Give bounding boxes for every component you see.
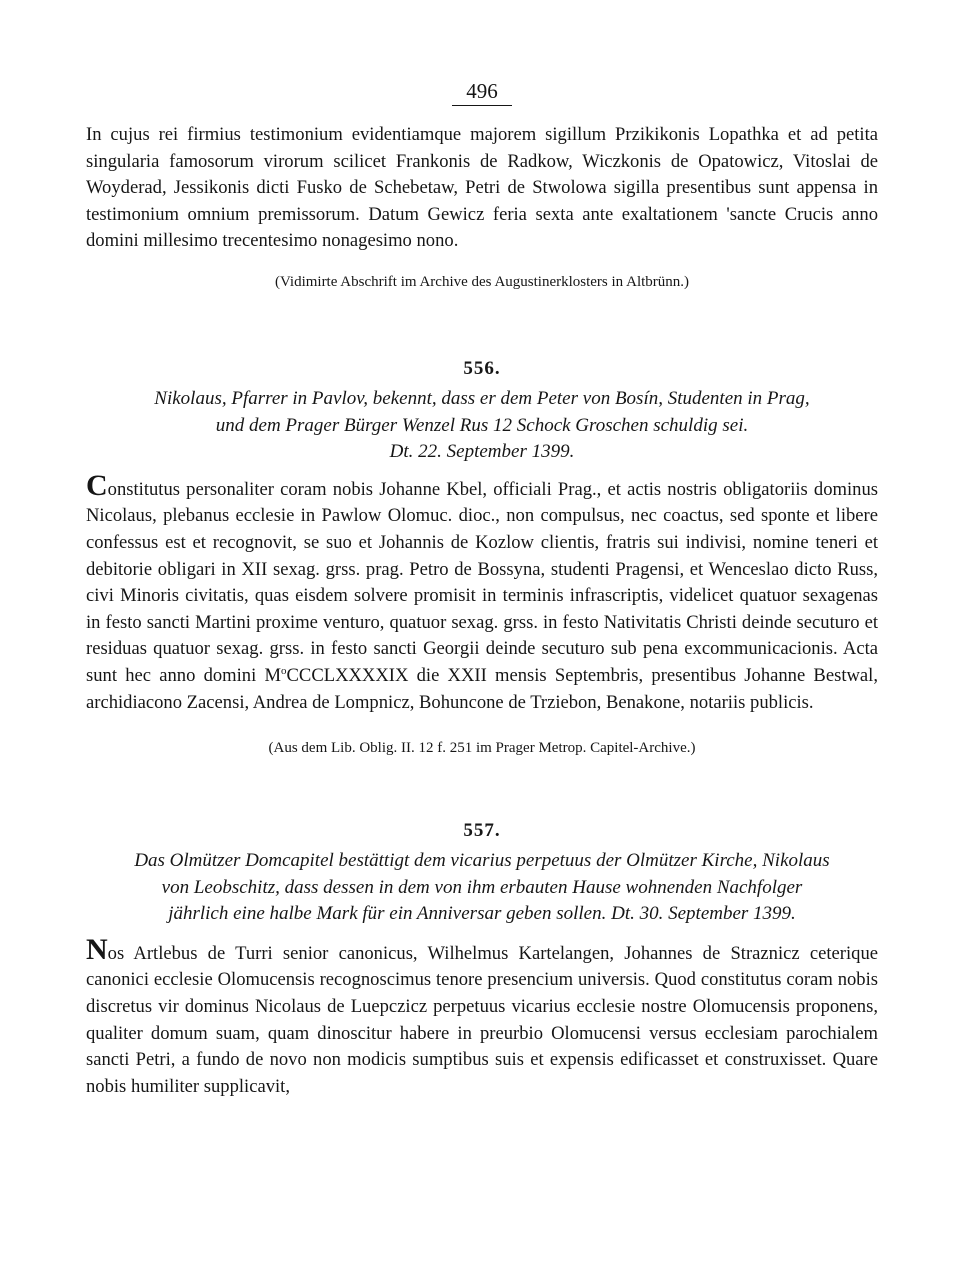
document-556-source-note: (Aus dem Lib. Oblig. II. 12 f. 251 im Prager Metrop. Capitel-Archive.)	[268, 740, 696, 757]
document-557-text	[86, 932, 878, 1101]
document-556-text-part-2: CCCLXXXXIX die XXII mensis Septembris, presentibus Johanne Bestwal, archidiacono Zacensi, Andrea de Lompnicz, Bohuncone de Trziebon, Benakone, notariis publicis.	[86, 664, 878, 713]
superscript: o	[281, 664, 287, 677]
document-number-556: 556.	[463, 357, 501, 379]
continuation-paragraph: In cujus rei firmius testimonium evidentiamque majorem sigillum Przikikonis Lopathka et ad petita singularia famosorum virorum scilicet Frankonis de Radkow, Wiczkonis de Opatowicz, Vitoslai de Woyderad, Jessikonis dicti Fusko de Schebetaw, Petri de Stwolowa sigilla presentibus sunt appensa in testimonium omnium premissorum. Datum Gewicz feria sexta ante exaltationem 'sancte Crucis anno domini millesimo trecentesimo nonagesimo nono.	[86, 124, 878, 252]
document-number-557: 557.	[463, 820, 501, 842]
regest-556-line-1: Nikolaus, Pfarrer in Pavlov, bekennt, dass er dem Peter von Bosín, Studenten in Prag,	[154, 387, 810, 409]
regest-557-line-2: von Leobschitz, dass dessen in dem von ihm erbauten Hause wohnenden Nachfolger	[161, 876, 803, 898]
regest-556	[86, 386, 878, 466]
regest-556-line-3: Dt. 22. September 1399.	[389, 441, 575, 463]
regest-557	[86, 848, 878, 928]
regest-556-line-2: und dem Prager Bürger Wenzel Rus 12 Schock Groschen schuldig sei.	[215, 414, 749, 436]
initial-letter: N	[86, 932, 108, 966]
page-number: 496	[86, 78, 878, 108]
document-page	[86, 78, 878, 1100]
regest-557-line-3: jährlich eine halbe Mark für ein Anniversar geben sollen. Dt. 30. September 1399.	[168, 903, 796, 925]
document-557-text-body: os Artlebus de Turri senior canonicus, Wilhelmus Kartelangen, Johannes de Straznicz ceterique canonici ecclesie Olomucensis recognoscimus tenore presencium universis. Quod constitutus coram nobis discretus vir dominus Nicolaus de Luepczicz perpetuus vicarius ecclesie nostre Olomucensis proponens, qualiter domum suam, quam dinoscitur habere in preurbio Olomucensi versus ecclesiam parochialem sancti Petri, a fundo de novo non modicis sumptibus suis et expensis edificasset et construxisset. Quare nobis humiliter supplicavit,	[86, 942, 878, 1097]
continuation-source-note: (Vidimirte Abschrift im Archive des Augustinerklosters in Altbrünn.)	[274, 273, 690, 290]
initial-letter: C	[86, 468, 108, 502]
document-556-text-part-1: onstitutus personaliter coram nobis Johanne Kbel, officiali Prag., et actis nostris obligatoriis dominus Nicolaus, plebanus ecclesie in Pawlow Olomuc. dioc., non compulsus, nec coactus, sed sponte et libere confessus est et recognovit, se suo et Johannis de Kozlow clientis, fratris sui indivisi, nomine teneri et debitorie obligari in XII sexag. grss. prag. Petro de Bossyna, studenti Pragensi, et Wenceslao dicto Russ, civi Minoris civitatis, quas eisdem solvere promisit in terminis infrascriptis, videlicet quatuor sexagenas in festo sancti Martini proxime venturo, quatuor sexag. grss. in festo Nativitatis Christi deinde secuturo et residuas quatuor sexag. grss. in festo sancti Georgii deinde secuturo sub pena excommunicacionis. Acta sunt hec anno domini M	[86, 478, 878, 686]
document-556-text	[86, 468, 878, 716]
regest-557-line-1: Das Olmützer Domcapitel bestättigt dem vicarius perpetuus der Olmützer Kirche, Nikolaus	[134, 850, 830, 872]
